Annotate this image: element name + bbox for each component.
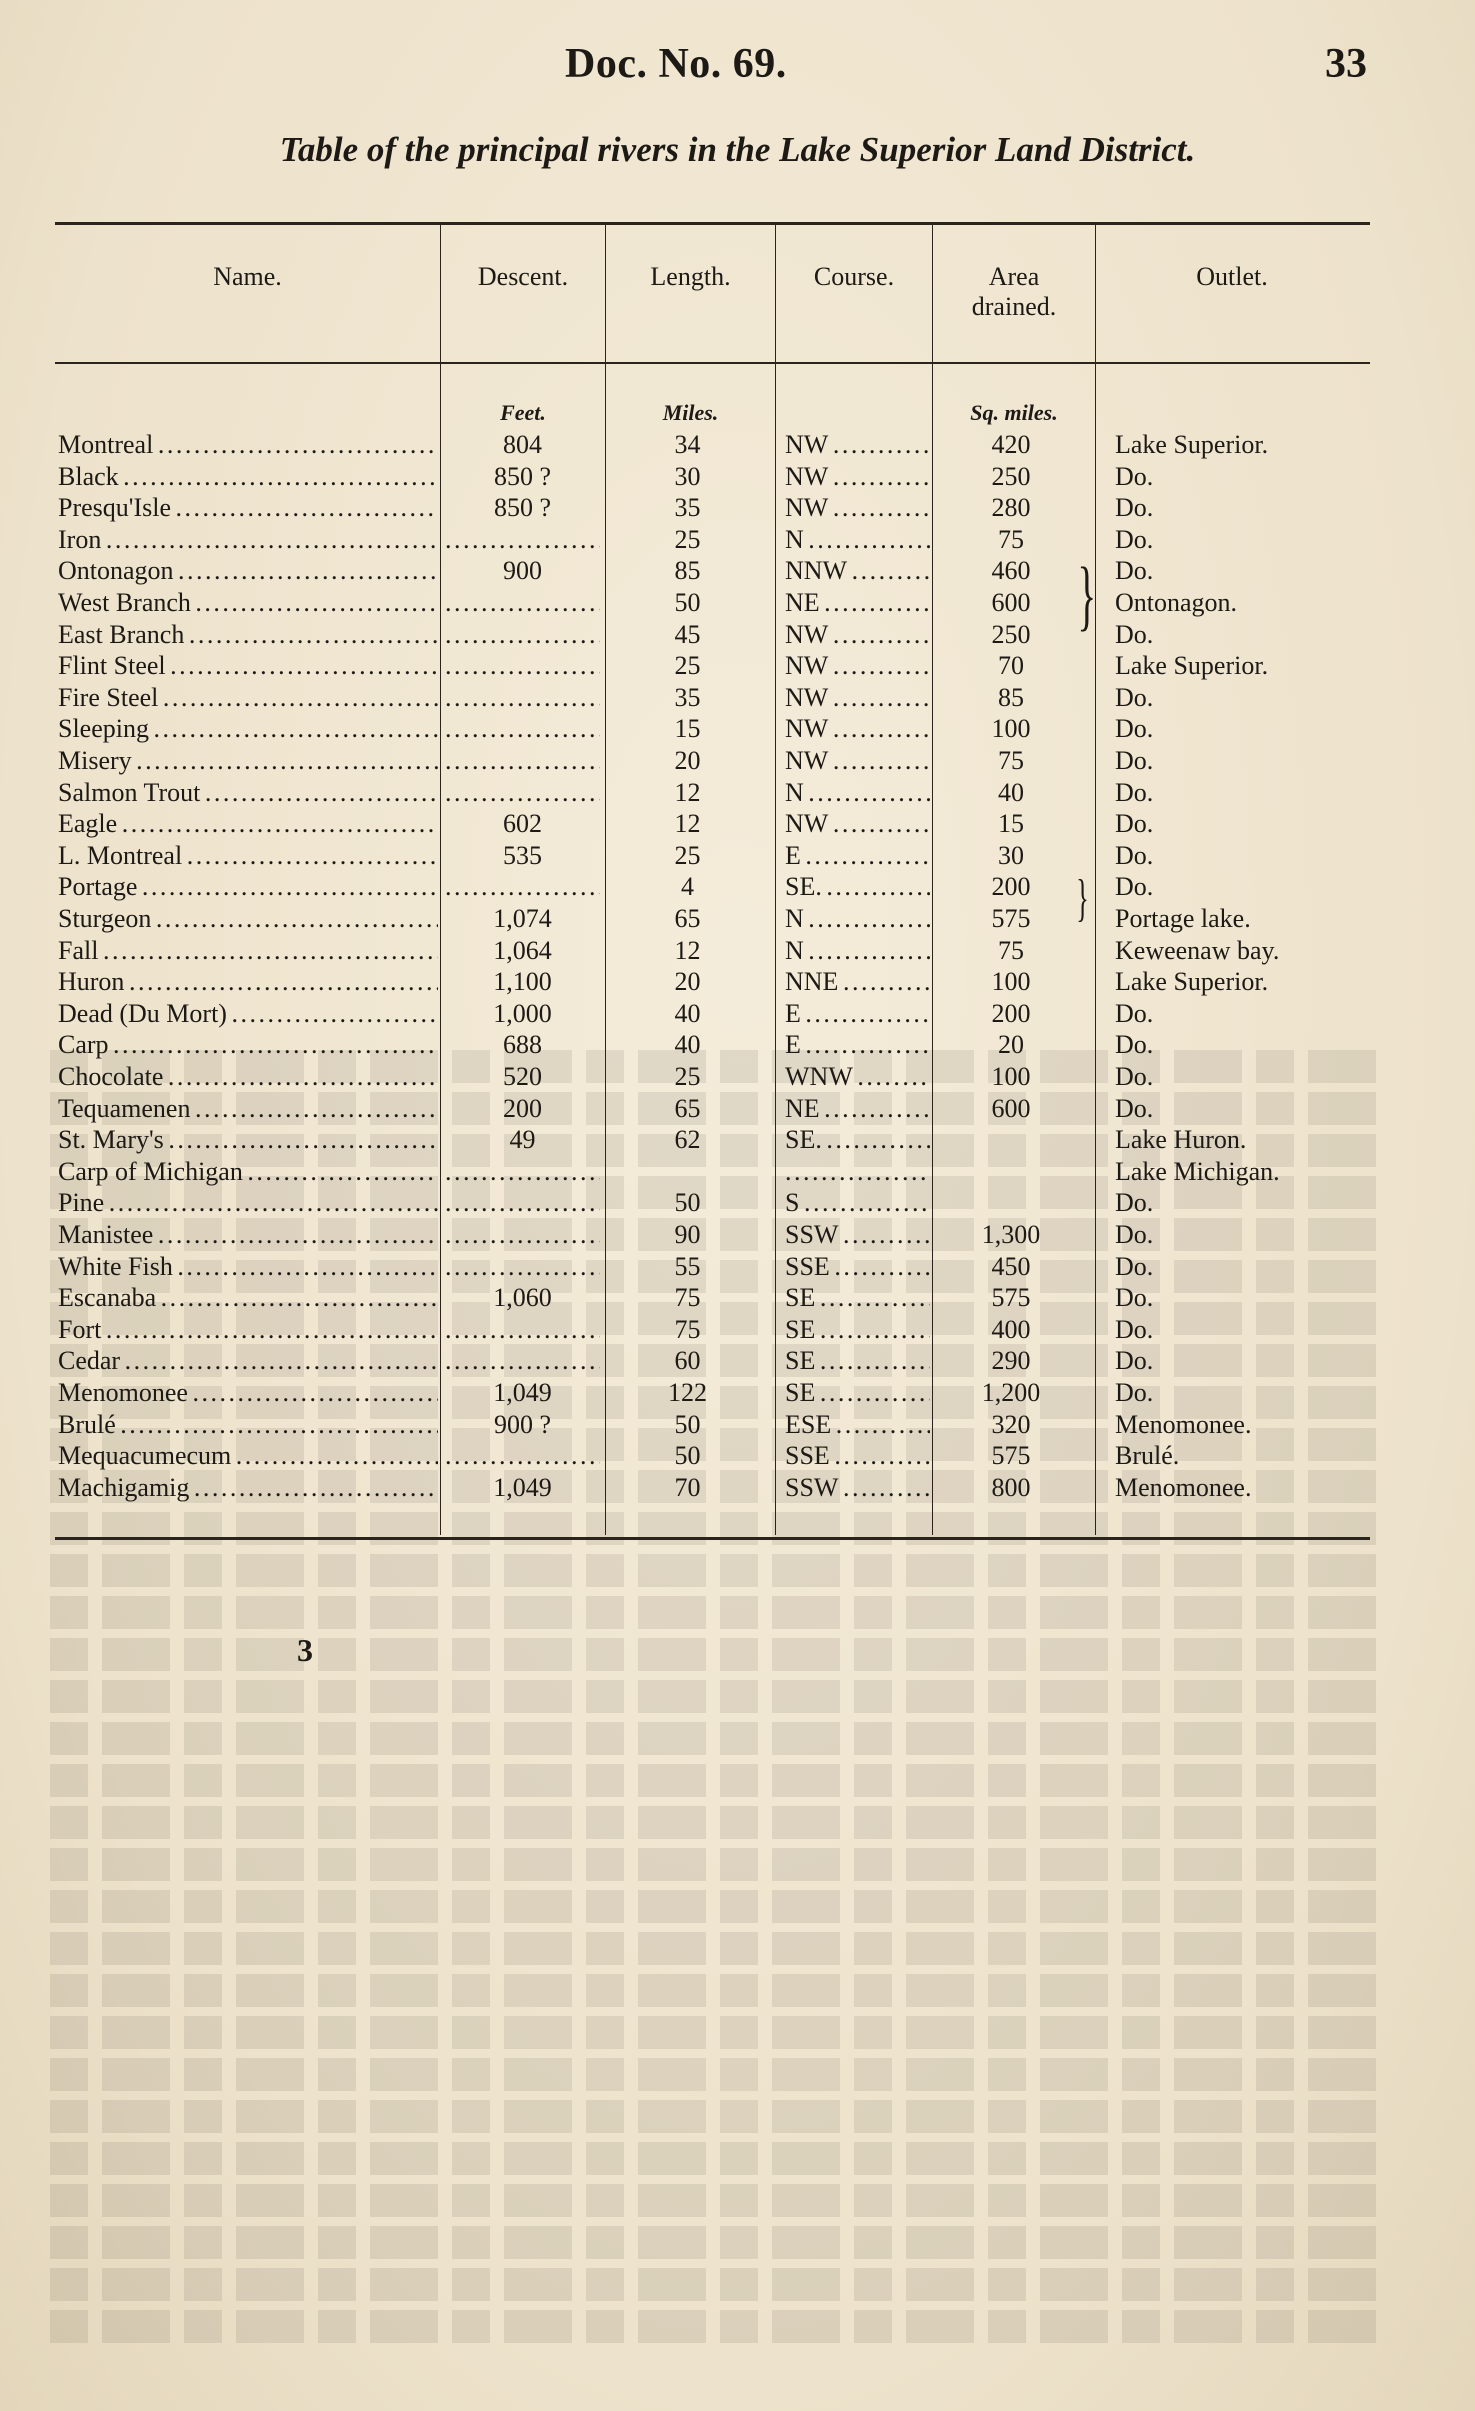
- descent-value: 535: [503, 840, 542, 870]
- length-value: 35: [674, 682, 701, 712]
- descent-value: [445, 1156, 600, 1187]
- table-row: [0, 1472, 1475, 1503]
- descent-value: [445, 713, 600, 744]
- course-value: NW . . .: [785, 808, 930, 839]
- outlet-value: Do.: [1115, 1093, 1154, 1123]
- descent-value: [445, 1314, 600, 1345]
- descent-value: [445, 1219, 600, 1250]
- length-value: 12: [674, 777, 701, 807]
- river-name: Brulé . . .: [58, 1409, 438, 1440]
- outlet-value: Do.: [1115, 998, 1154, 1028]
- outlet-value: Do.: [1115, 1283, 1154, 1313]
- course-value: SE . . .: [785, 1314, 930, 1345]
- descent-value: [445, 650, 600, 681]
- header-course: Course.: [813, 262, 895, 291]
- length-value: 25: [674, 840, 701, 870]
- area-value: 420: [991, 430, 1031, 459]
- river-name: Flint Steel . . .: [58, 650, 438, 681]
- area-value: 75: [998, 935, 1024, 965]
- table-row: [0, 998, 1475, 1029]
- unit-area: Sq. miles.: [970, 400, 1058, 425]
- length-value: 35: [674, 493, 701, 523]
- river-name: Mequacumecum . . .: [58, 1440, 438, 1471]
- length-value: 50: [674, 1188, 701, 1218]
- table-row: [0, 903, 1475, 934]
- area-value: 200: [991, 998, 1031, 1028]
- area-value: 1,200: [981, 1378, 1041, 1407]
- table-row: [0, 966, 1475, 997]
- outlet-value: Do.: [1115, 1220, 1154, 1249]
- table-row: [0, 1219, 1475, 1250]
- river-name: Ontonagon . . .: [58, 555, 438, 586]
- table-row: [0, 1251, 1475, 1282]
- table-row: [0, 777, 1475, 808]
- area-value: 460: [991, 556, 1031, 586]
- length-value: 40: [674, 998, 701, 1028]
- river-name: Chocolate . . .: [58, 1061, 438, 1092]
- length-value: 25: [674, 524, 701, 554]
- table-row: [0, 587, 1475, 618]
- area-value: 800: [991, 1472, 1031, 1502]
- table-row: [0, 619, 1475, 650]
- river-name: Montreal . . .: [58, 429, 438, 460]
- length-value: 50: [674, 1441, 701, 1471]
- descent-value: 602: [503, 809, 542, 839]
- river-name: Cedar . . .: [58, 1345, 438, 1376]
- table-row: [0, 1029, 1475, 1060]
- descent-value: [445, 524, 600, 555]
- course-value: NE . . .: [785, 587, 930, 618]
- length-value: 12: [674, 935, 701, 965]
- river-name: Huron . . .: [58, 966, 438, 997]
- table-row: [0, 492, 1475, 523]
- river-name: Machigamig . . .: [58, 1472, 438, 1503]
- header-area-line1: Area: [988, 262, 1040, 291]
- area-value: 320: [991, 1409, 1031, 1439]
- length-value: 122: [668, 1378, 707, 1407]
- course-value: NW . . .: [785, 713, 930, 744]
- descent-value: 688: [503, 1030, 542, 1060]
- outlet-value: Do.: [1115, 1251, 1154, 1281]
- descent-value: [445, 745, 600, 776]
- outlet-value: Do.: [1115, 872, 1154, 902]
- course-value: N . . .: [785, 903, 930, 934]
- length-value: 70: [674, 1472, 701, 1502]
- table-row: [0, 1187, 1475, 1218]
- descent-value: 850 ?: [493, 461, 552, 491]
- course-value: NW . . .: [785, 682, 930, 713]
- course-value: [785, 1156, 930, 1187]
- area-value: 75: [998, 746, 1024, 775]
- area-value: 250: [991, 619, 1031, 649]
- river-name: Fort . . .: [58, 1314, 438, 1345]
- river-name: Sleeping . . .: [58, 713, 438, 744]
- descent-value: [445, 1440, 600, 1471]
- table-row: [0, 650, 1475, 681]
- course-value: NW . . .: [785, 492, 930, 523]
- area-value: 70: [998, 651, 1024, 681]
- length-value: 20: [674, 967, 701, 997]
- area-value: 85: [998, 682, 1024, 712]
- table-row: [0, 1314, 1475, 1345]
- signature-mark: 3: [297, 1632, 313, 1668]
- descent-value: 900: [503, 556, 542, 586]
- course-value: N . . .: [785, 935, 930, 966]
- course-value: SE. . . .: [785, 1124, 930, 1155]
- outlet-value: Lake Huron.: [1115, 1125, 1247, 1155]
- outlet-value: Lake Superior.: [1115, 967, 1269, 997]
- table-title: Table of the principal rivers in the Lake Superior Land District.: [279, 130, 1196, 169]
- length-value: 25: [674, 1062, 701, 1091]
- document-number: Doc. No. 69.: [565, 41, 787, 87]
- river-name: Presqu'Isle . . .: [58, 492, 438, 523]
- outlet-value: Do.: [1115, 1188, 1154, 1218]
- course-value: NW . . .: [785, 461, 930, 492]
- descent-value: [445, 587, 600, 618]
- outlet-value: Portage lake.: [1115, 904, 1251, 933]
- brace-portage: }: [1076, 870, 1089, 927]
- table-row: [0, 1093, 1475, 1124]
- outlet-value: Do.: [1115, 746, 1154, 775]
- course-value: NW . . .: [785, 745, 930, 776]
- table-row: [0, 524, 1475, 555]
- course-value: N . . .: [785, 777, 930, 808]
- descent-value: [445, 1345, 600, 1376]
- area-value: 575: [991, 1283, 1031, 1313]
- course-value: SSE . . .: [785, 1251, 930, 1282]
- length-value: 30: [674, 461, 701, 491]
- descent-value: [445, 619, 600, 650]
- table-row: [0, 1409, 1475, 1440]
- course-value: SE . . .: [785, 1282, 930, 1313]
- area-value: 40: [998, 777, 1024, 807]
- river-name: Tequamenen . . .: [58, 1093, 438, 1124]
- course-value: NE . . .: [785, 1093, 930, 1124]
- area-value: 100: [991, 714, 1031, 744]
- outlet-value: Ontonagon.: [1115, 588, 1238, 617]
- outlet-value: Do.: [1115, 777, 1154, 807]
- descent-value: 1,100: [493, 967, 552, 997]
- area-value: 30: [998, 840, 1024, 870]
- table-row: [0, 1061, 1475, 1092]
- area-value: 450: [991, 1251, 1031, 1281]
- table-row: [0, 871, 1475, 902]
- course-value: NW . . .: [785, 429, 930, 460]
- area-value: 575: [991, 904, 1031, 933]
- length-value: 55: [674, 1251, 701, 1281]
- table-row: [0, 1124, 1475, 1155]
- outlet-value: Brulé.: [1115, 1441, 1180, 1471]
- course-value: NW . . .: [785, 619, 930, 650]
- table-row: [0, 1282, 1475, 1313]
- river-name: West Branch . . .: [58, 587, 438, 618]
- area-value: 20: [998, 1030, 1024, 1060]
- area-value: 75: [998, 524, 1024, 554]
- table-row: [0, 935, 1475, 966]
- descent-value: 1,074: [493, 904, 552, 933]
- course-value: SSW . . .: [785, 1472, 930, 1503]
- table-row: [0, 1377, 1475, 1408]
- area-value: 200: [991, 872, 1031, 902]
- river-name: White Fish . . .: [58, 1251, 438, 1282]
- outlet-value: Do.: [1115, 840, 1154, 870]
- river-name: Pine . . .: [58, 1187, 438, 1218]
- descent-value: 1,049: [493, 1378, 552, 1407]
- outlet-value: Lake Michigan.: [1115, 1156, 1280, 1186]
- river-name: Eagle . . .: [58, 808, 438, 839]
- river-name: St. Mary's . . .: [58, 1124, 438, 1155]
- length-value: 75: [674, 1283, 701, 1313]
- course-value: SE. . . .: [785, 871, 930, 902]
- outlet-value: Menomonee.: [1115, 1409, 1252, 1439]
- length-value: 20: [674, 746, 701, 775]
- outlet-value: Do.: [1115, 524, 1154, 554]
- descent-value: 900 ?: [493, 1409, 552, 1439]
- outlet-value: Do.: [1115, 682, 1154, 712]
- table-row: [0, 713, 1475, 744]
- course-value: NNE . . .: [785, 966, 930, 997]
- brace-ontonagon: }: [1077, 551, 1097, 638]
- table-row: [0, 461, 1475, 492]
- length-value: 45: [674, 619, 701, 649]
- descent-value: [445, 1251, 600, 1282]
- area-value: 290: [991, 1346, 1031, 1376]
- river-name: Portage . . .: [58, 871, 438, 902]
- river-name: East Branch . . .: [58, 619, 438, 650]
- outlet-value: Do.: [1115, 809, 1154, 839]
- length-value: 34: [674, 430, 701, 459]
- river-name: Manistee . . .: [58, 1219, 438, 1250]
- area-value: 600: [991, 1093, 1031, 1123]
- course-value: SSW . . .: [785, 1219, 930, 1250]
- header-length: Length.: [650, 262, 731, 291]
- header-area-line2: drained.: [971, 292, 1057, 321]
- outlet-value: Do.: [1115, 714, 1154, 744]
- area-value: 400: [991, 1314, 1031, 1344]
- course-value: NNW . . .: [785, 555, 930, 586]
- course-value: N . . .: [785, 524, 930, 555]
- table-bottom-rule: [55, 1537, 1370, 1540]
- length-value: 60: [674, 1346, 701, 1376]
- area-value: 250: [991, 461, 1031, 491]
- length-value: 15: [674, 714, 701, 744]
- descent-value: [445, 1187, 600, 1218]
- length-value: 85: [674, 556, 701, 586]
- unit-length: Miles.: [662, 400, 719, 425]
- length-value: 75: [674, 1314, 701, 1344]
- river-name: Misery . . .: [58, 745, 438, 776]
- river-name: Sturgeon . . .: [58, 903, 438, 934]
- area-value: 280: [991, 493, 1031, 523]
- river-name: Salmon Trout . . .: [58, 777, 438, 808]
- descent-value: 49: [509, 1125, 536, 1155]
- outlet-value: Do.: [1115, 461, 1154, 491]
- descent-value: 1,060: [493, 1283, 552, 1313]
- area-value: 100: [991, 967, 1031, 997]
- outlet-value: Lake Superior.: [1115, 651, 1269, 681]
- header-bottom-rule: [55, 362, 1370, 364]
- length-value: 12: [674, 809, 701, 839]
- length-value: 62: [674, 1125, 701, 1155]
- length-value: 4: [681, 872, 694, 902]
- table-top-rule: [55, 222, 1370, 225]
- outlet-value: Do.: [1115, 1314, 1154, 1344]
- length-value: 90: [674, 1220, 701, 1249]
- table-row: [0, 555, 1475, 586]
- outlet-value: Do.: [1115, 1378, 1154, 1407]
- outlet-value: Do.: [1115, 1062, 1154, 1091]
- river-name: Carp . . .: [58, 1029, 438, 1060]
- table-row: [0, 1156, 1475, 1187]
- length-value: 40: [674, 1030, 701, 1060]
- outlet-value: Keweenaw bay.: [1115, 935, 1280, 965]
- course-value: ESE . . .: [785, 1409, 930, 1440]
- length-value: 25: [674, 651, 701, 681]
- river-name: Black . . .: [58, 461, 438, 492]
- river-name: Fire Steel . . .: [58, 682, 438, 713]
- outlet-value: Menomonee.: [1115, 1472, 1252, 1502]
- descent-value: 850 ?: [493, 493, 552, 523]
- course-value: NW . . .: [785, 650, 930, 681]
- river-name: Menomonee . . .: [58, 1377, 438, 1408]
- table-row: [0, 1440, 1475, 1471]
- table-row: [0, 840, 1475, 871]
- table-row: [0, 745, 1475, 776]
- table-row: [0, 429, 1475, 460]
- length-value: 65: [674, 904, 701, 933]
- area-value: 600: [991, 588, 1031, 617]
- descent-value: 1,064: [493, 935, 552, 965]
- descent-value: 200: [503, 1093, 542, 1123]
- length-value: 65: [674, 1093, 701, 1123]
- area-value: 15: [998, 809, 1024, 839]
- river-name: Escanaba . . .: [58, 1282, 438, 1313]
- river-name: Dead (Du Mort) . . .: [58, 998, 438, 1029]
- course-value: E . . .: [785, 840, 930, 871]
- descent-value: 804: [503, 430, 542, 459]
- area-value: 575: [991, 1441, 1031, 1471]
- header-name: Name.: [213, 262, 282, 291]
- outlet-value: Do.: [1115, 1346, 1154, 1376]
- course-value: S . . .: [785, 1187, 930, 1218]
- header-descent: Descent.: [477, 262, 569, 291]
- table-row: [0, 1345, 1475, 1376]
- river-name: Carp of Michigan . . .: [58, 1156, 438, 1187]
- river-name: L. Montreal . . .: [58, 840, 438, 871]
- outlet-value: Do.: [1115, 619, 1154, 649]
- outlet-value: Do.: [1115, 556, 1154, 586]
- course-value: E . . .: [785, 1029, 930, 1060]
- outlet-value: Do.: [1115, 1030, 1154, 1060]
- area-value: 100: [991, 1062, 1031, 1091]
- course-value: E . . .: [785, 998, 930, 1029]
- descent-value: 520: [503, 1062, 542, 1091]
- outlet-value: Lake Superior.: [1115, 430, 1269, 459]
- river-name: Iron . . .: [58, 524, 438, 555]
- page-number: 33: [1325, 41, 1367, 87]
- course-value: SE . . .: [785, 1377, 930, 1408]
- course-value: SE . . .: [785, 1345, 930, 1376]
- unit-descent: Feet.: [500, 400, 546, 425]
- table-row: [0, 682, 1475, 713]
- descent-value: [445, 682, 600, 713]
- descent-value: 1,000: [493, 998, 552, 1028]
- descent-value: [445, 777, 600, 808]
- descent-value: [445, 871, 600, 902]
- area-value: 1,300: [981, 1220, 1041, 1249]
- outlet-value: Do.: [1115, 493, 1154, 523]
- running-header: [0, 40, 1475, 90]
- table-row: [0, 808, 1475, 839]
- header-outlet: Outlet.: [1196, 262, 1268, 291]
- descent-value: 1,049: [493, 1472, 552, 1502]
- length-value: 50: [674, 588, 701, 617]
- length-value: 50: [674, 1409, 701, 1439]
- course-value: WNW . . .: [785, 1061, 930, 1092]
- river-name: Fall . . .: [58, 935, 438, 966]
- course-value: SSE . . .: [785, 1440, 930, 1471]
